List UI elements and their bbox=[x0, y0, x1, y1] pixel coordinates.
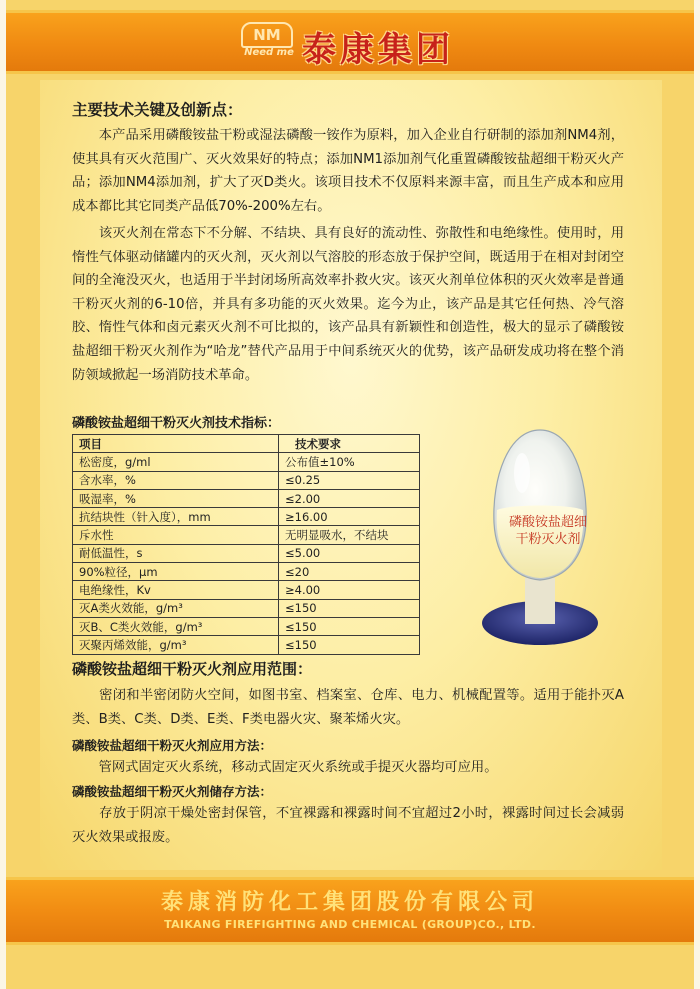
spec-value: ≤150 bbox=[279, 599, 420, 617]
product-label-line-2: 干粉灭火剂 bbox=[515, 532, 581, 547]
spec-row bbox=[73, 508, 420, 526]
header-banner bbox=[6, 10, 694, 74]
innovation-paragraph-1: 本产品采用磷酸铵盐干粉或湿法磷酸一铵作为原料，加入企业自行研制的添加剂NM4剂，使其具有灭火范围广、灭火效果好的特点；添加NM1添加剂气化重置磷酸铵盐超细干粉灭火产品；添加NM4添加剂，扩大了灭D类火。该项目技术不仅原料来源丰富，而且生产成本和应用成本都比其它同类产品低70%-200%左右。 bbox=[72, 128, 624, 214]
spec-item: 90%粒径，μm bbox=[73, 563, 279, 581]
bottom-strip bbox=[6, 946, 694, 989]
spec-item: 吸湿率，% bbox=[73, 489, 279, 507]
spec-item: 含水率，% bbox=[73, 471, 279, 489]
section-title-scope: 磷酸铵盐超细干粉灭火剂应用范围： bbox=[72, 660, 313, 678]
spec-header-item: 项目 bbox=[73, 435, 279, 453]
spec-value: ≤20 bbox=[279, 563, 420, 581]
spec-value: ≥4.00 bbox=[279, 581, 420, 599]
footer-banner bbox=[6, 877, 694, 945]
spec-value: 无明显吸水，不结块 bbox=[279, 526, 420, 544]
spec-value: 公布值±10% bbox=[279, 453, 420, 471]
brand-title: 泰康集团 bbox=[302, 30, 454, 70]
scope-paragraph: 密闭和半密闭防火空间，如图书室、档案室、仓库、电力、机械配置等。适用于能扑灭A类、B类、C类、D类、E类、F类电器火灾、聚苯烯火灾。 bbox=[72, 688, 624, 727]
flask-highlight bbox=[514, 453, 530, 493]
spec-row bbox=[73, 599, 420, 617]
company-name-cn: 泰康消防化工集团股份有限公司 bbox=[160, 890, 539, 915]
innovation-paragraph-2: 该灭火剂在常态下不分解、不结块、具有良好的流动性、弥散性和电绝缘性。使用时，用惰性气体驱动储罐内的灭火剂，灭火剂以气溶胶的形态放于保护空间，既适用于在相对封闭空间的全淹没灭火，也适用于半封闭场所高效率扑救火灾。该灭火剂单位体积的灭火效率是普通干粉灭火剂的6-10倍，并具有多功能的灭火效果。迄今为止，该产品是其它任何热、冷气溶胶、惰性气体和卤元素灭火剂不可比拟的，该产品具有新颖性和创造性，极大的显示了磷酸铵盐超细干粉灭火剂作为“哈龙”替代产品用于中间系统灭火的优势，该产品研发成功将在整个消防领域掀起一场消防技术革命。 bbox=[72, 226, 624, 383]
section-title-innovation: 主要技术关键及创新点： bbox=[72, 101, 243, 119]
method-paragraph: 管网式固定灭火系统，移动式固定灭火系统或手提灭火器均可应用。 bbox=[72, 760, 498, 775]
spec-row bbox=[73, 581, 420, 599]
company-name-en: TAIKANG FIREFIGHTING AND CHEMICAL (GROUP)CO., LTD. bbox=[164, 918, 536, 931]
spec-table bbox=[72, 434, 420, 655]
spec-value: ≤0.25 bbox=[279, 471, 420, 489]
spec-row bbox=[73, 453, 420, 471]
product-label-line-1: 磷酸铵盐超细 bbox=[508, 515, 587, 530]
spec-row bbox=[73, 526, 420, 544]
spec-row bbox=[73, 636, 420, 654]
spec-item: 抗结块性（针入度），mm bbox=[73, 508, 279, 526]
storage-paragraph: 存放于阴凉干燥处密封保管，不宜裸露和裸露时间不宜超过2小时，裸露时间过长会减弱灭火效果或报废。 bbox=[72, 806, 624, 845]
spec-item: 电绝缘性，Kv bbox=[73, 581, 279, 599]
spec-item: 斥水性 bbox=[73, 526, 279, 544]
spec-value: ≥16.00 bbox=[279, 508, 420, 526]
section-title-spec: 磷酸铵盐超细干粉灭火剂技术指标： bbox=[72, 416, 281, 431]
spec-row bbox=[73, 471, 420, 489]
section-title-method: 磷酸铵盐超细干粉灭火剂应用方法： bbox=[72, 738, 273, 753]
section-title-storage: 磷酸铵盐超细干粉灭火剂储存方法： bbox=[72, 784, 273, 799]
spec-value: ≤2.00 bbox=[279, 489, 420, 507]
spec-value: ≤5.00 bbox=[279, 544, 420, 562]
spec-table-header bbox=[73, 435, 420, 453]
spec-item: 灭A类火效能，g/m³ bbox=[73, 599, 279, 617]
spec-row bbox=[73, 544, 420, 562]
spec-item: 灭B、C类火效能，g/m³ bbox=[73, 617, 279, 635]
company-logo bbox=[239, 22, 295, 62]
spec-item: 灭聚丙烯效能，g/m³ bbox=[73, 636, 279, 654]
spec-row bbox=[73, 563, 420, 581]
spec-item: 耐低温性，s bbox=[73, 544, 279, 562]
flask-stem bbox=[525, 578, 555, 624]
logo-mark: NM bbox=[241, 22, 293, 48]
spec-row bbox=[73, 489, 420, 507]
spec-item: 松密度，g/ml bbox=[73, 453, 279, 471]
spec-row bbox=[73, 617, 420, 635]
spec-header-requirement: 技术要求 bbox=[279, 435, 420, 453]
product-label bbox=[498, 514, 598, 548]
spec-value: ≤150 bbox=[279, 617, 420, 635]
spec-value: ≤150 bbox=[279, 636, 420, 654]
logo-tagline: Need me bbox=[244, 47, 294, 58]
